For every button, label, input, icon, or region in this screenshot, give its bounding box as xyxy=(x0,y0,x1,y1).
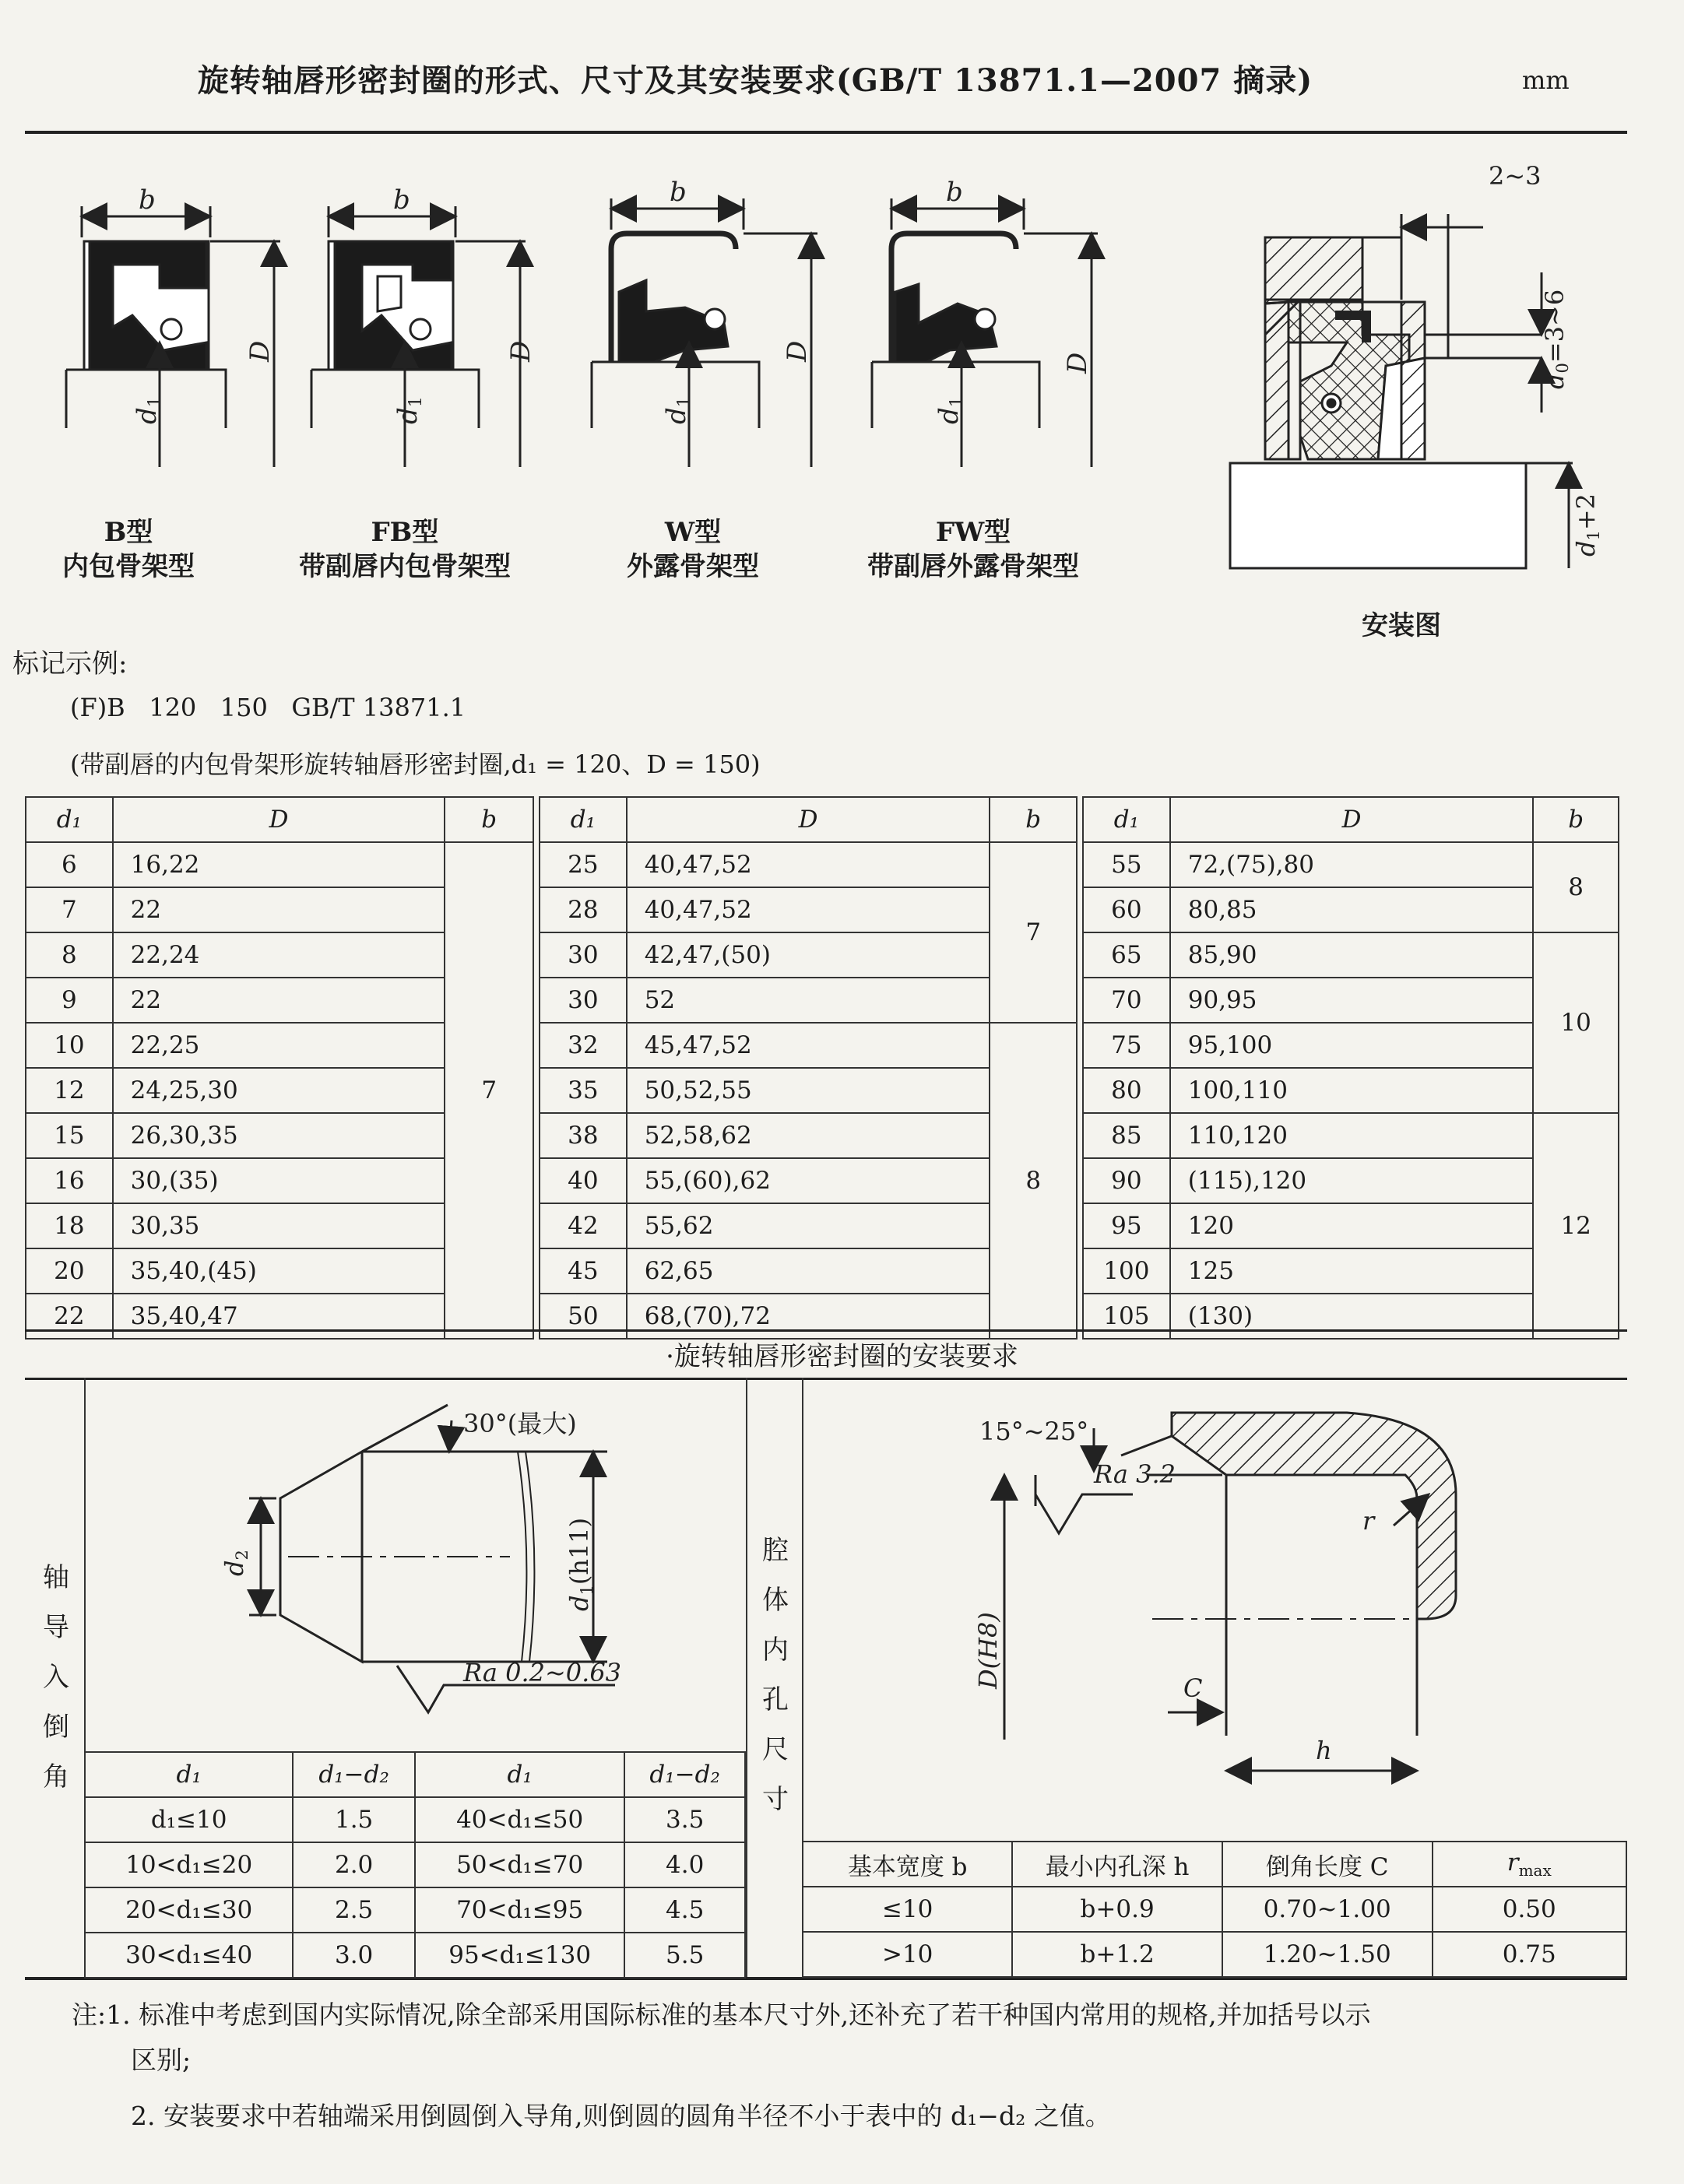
b-group3-a: 8 xyxy=(1533,842,1619,932)
dim-D-1: D xyxy=(244,340,276,362)
dim-D-2: D xyxy=(505,340,536,362)
header-rule xyxy=(25,131,1627,134)
b-group2-top: 7 xyxy=(990,842,1077,1023)
dim-b-2: b xyxy=(393,184,410,216)
seal-types-figure xyxy=(47,156,1160,483)
bore-table: 基本宽度 b 最小内孔深 h 倒角长度 C $r_{max}$ ≤10 b+0.9 0.70~1.00 0.50 >10 b+1.2 1.20~1.50 0.75 xyxy=(802,1841,1627,1978)
bore-figure xyxy=(958,1393,1503,1798)
note-1: 注:1. 标准中考虑到国内实际情况,除全部采用国际标准的基本尺寸外,还补充了若干种国内常用的规格,并加括号以示 xyxy=(72,2000,1371,2030)
type-W-caption: W型 外露骨架型 xyxy=(627,517,759,582)
marking-example: (F)B 120 150 GB/T 13871.1 xyxy=(70,693,466,722)
bore-ra-label: Ra 3.2 xyxy=(1094,1459,1176,1489)
bore-C-label: C xyxy=(1183,1673,1203,1703)
install-dim-d1: d xyxy=(1571,540,1601,557)
install-dim-d0: d xyxy=(1540,373,1570,389)
svg-text:d1(h11): d1(h11) xyxy=(564,1517,596,1611)
bore-vertical-label: 腔 体 内 孔 尺 寸 xyxy=(762,1535,789,1815)
dim-D-3: D xyxy=(782,340,813,362)
shaft-ra-label: Ra 0.2~0.63 xyxy=(463,1658,622,1687)
size-table-group2: d₁ D b 25 40,47,52 7 28 40,47,52 30 42,47,(50) 30 52 32 45,47,52 8 35 50,52,55 38 52,58,62 40 55,(60),62 42 55,62 45 62,65 50 68,(70),72 xyxy=(539,796,1078,1340)
type-FW-caption: FW型 带副唇外露骨架型 xyxy=(867,517,1079,582)
svg-text:d0=3~6: d0=3~6 xyxy=(1540,289,1572,389)
bore-r-label: r xyxy=(1362,1506,1375,1536)
bore-DH8-label: D(H8) xyxy=(973,1612,1003,1689)
dim-b-4: b xyxy=(946,177,963,208)
bore-angle-label: 15°~25° xyxy=(979,1417,1089,1446)
shaft-vertical-label: 轴 导 入 倒 角 xyxy=(43,1562,69,1792)
dim-b-1: b xyxy=(139,184,156,216)
type-B-caption: B型 内包骨架型 xyxy=(62,517,195,582)
dim-d1-1: d xyxy=(132,407,163,424)
dim-b-3: b xyxy=(670,177,687,208)
shaft-d2-label: d xyxy=(220,1560,249,1576)
unit-label: mm xyxy=(1522,65,1570,95)
install-req-title: ·旋转轴唇形密封圈的安装要求 xyxy=(666,1341,1018,1372)
shaft-chamfer-figure xyxy=(187,1401,654,1736)
hdr-b: b xyxy=(445,797,533,842)
size-table-group1: d₁ D b 6 16,22 7 7 22 8 22,24 9 22 10 22,25 12 24,25,30 15 26,30,35 16 30,(35) 18 30,35 20 35,40,(45) 22 35,40,47 xyxy=(25,796,534,1340)
b-group2-bottom: 8 xyxy=(990,1023,1077,1339)
bore-h-label: h xyxy=(1316,1736,1332,1765)
marking-explain: (带副唇的内包骨架形旋转轴唇形密封圈,d₁ = 120、D = 150) xyxy=(70,750,761,779)
size-table-group3: d₁ D b 55 72,(75),80 8 60 80,85 65 85,90 10 70 90,95 75 95,100 80 100,110 85 110,120 12 90 (115),120 95 120 100 125 105 (130) xyxy=(1082,796,1619,1340)
install-caption: 安装图 xyxy=(1362,610,1441,641)
dim-d1-2: d xyxy=(392,407,424,424)
section-rule-top xyxy=(25,1329,1627,1332)
hdr-d1: d₁ xyxy=(26,797,113,842)
svg-text:d1: d1 xyxy=(661,396,694,424)
svg-text:d1: d1 xyxy=(933,396,967,424)
dim-D-4: D xyxy=(1062,352,1093,374)
shaft-chamfer-table: d₁ d₁−d₂ d₁ d₁−d₂ d₁≤10 1.5 40<d₁≤50 3.5 10<d₁≤20 2.0 50<d₁≤70 4.0 20<d₁≤30 2.5 70<d₁≤95 4.5 30<d₁≤40 3.0 95<d₁≤130 5.5 xyxy=(84,1751,746,1979)
b-group3-b: 10 xyxy=(1533,932,1619,1113)
dim-d1-4: d xyxy=(933,407,965,424)
shaft-angle-label: 30°(最大) xyxy=(463,1409,577,1438)
svg-text:d1: d1 xyxy=(132,396,165,424)
hdr-D: D xyxy=(113,797,445,842)
installation-figure xyxy=(1215,156,1635,592)
marking-label: 标记示例: xyxy=(12,648,128,679)
svg-text:d1: d1 xyxy=(392,396,426,424)
dim-d1-3: d xyxy=(661,407,692,424)
b-group3-c: 12 xyxy=(1533,1113,1619,1339)
type-FB-caption: FB型 带副唇内包骨架型 xyxy=(299,517,511,582)
section-rule-mid xyxy=(25,1378,1627,1380)
note-2: 2. 安装要求中若轴端采用倒圆倒入导角,则倒圆的圆角半径不小于表中的 d₁−d₂ 之值。 xyxy=(131,2101,1111,2131)
page-title: 旋转轴唇形密封圈的形式、尺寸及其安装要求(GB/T 13871.1—2007 摘录) xyxy=(197,62,1313,99)
b-group1: 7 xyxy=(445,842,533,1339)
install-dim-top: 2~3 xyxy=(1489,161,1542,191)
svg-text:d2: d2 xyxy=(220,1550,251,1576)
note-1-cont: 区别; xyxy=(131,2045,192,2075)
shaft-d1-label: d xyxy=(564,1595,594,1611)
svg-text:d1+2: d1+2 xyxy=(1571,493,1603,557)
